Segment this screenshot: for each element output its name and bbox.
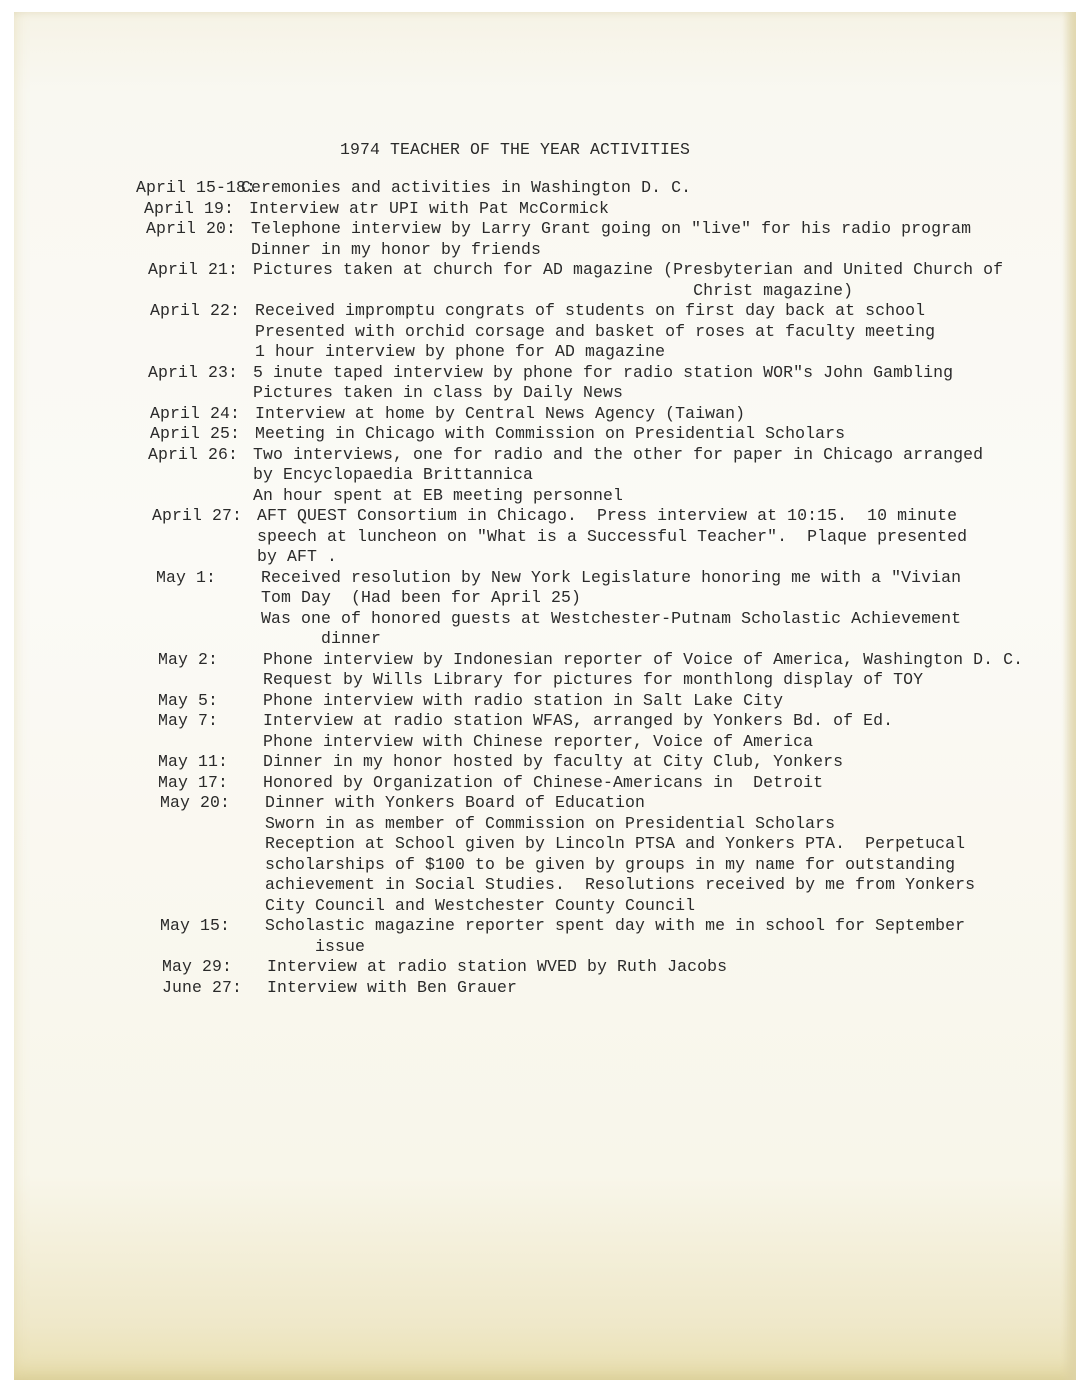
entry-date: April 25: (150, 424, 241, 443)
entry-date: May 5: (158, 690, 219, 710)
entry-line: Phone interview with Chinese reporter, Voice of America (263, 731, 814, 751)
entry-line: Telephone interview by Larry Grant going on "live" for his radio program (251, 219, 972, 238)
activity-entry (148, 260, 1048, 301)
entry-line: AFT QUEST Consortium in Chicago. Press interview at 10:15. 10 minute (257, 506, 958, 525)
entry-line: Reception at School given by Lincoln PTSA and Yonkers PTA. Perpetucal (265, 834, 966, 853)
entry-line: Tom Day (Had been for April 25) (261, 588, 582, 607)
activity-entry (162, 978, 1062, 999)
entry-date: April 20: (146, 219, 237, 238)
entry-date: May 29: (162, 957, 233, 976)
entry-line: Ceremonies and activities in Washington D. C. (241, 178, 692, 197)
entry-line: Two interviews, one for radio and the other for paper in Chicago arranged (253, 444, 984, 464)
entry-description (267, 957, 1062, 978)
entry-date: April 21: (148, 260, 239, 279)
entry-line: Pictures taken in class by Daily News (253, 383, 624, 402)
entry-description (257, 506, 1052, 568)
activity-entry (150, 424, 1050, 445)
entry-date: April 15-18: (136, 178, 257, 197)
entry-date: May 7: (158, 711, 219, 730)
entry-line: Sworn in as member of Commission on Presidential Scholars (265, 813, 836, 833)
entry-description (255, 301, 1050, 363)
entry-date: June 27: (162, 977, 243, 997)
entry-line: City Council and Westchester County Council (265, 895, 696, 915)
entry-description (263, 752, 1058, 773)
entry-line: Request by Wills Library for pictures for monthlong display of TOY (263, 670, 924, 689)
entry-line: Presented with orchid corsage and basket of roses at faculty meeting (255, 321, 936, 341)
entry-line: Christ magazine) (253, 280, 854, 300)
entry-description (253, 260, 1048, 301)
activity-entry (144, 199, 1044, 220)
entry-date: May 15: (160, 916, 231, 935)
entry-line: Pictures taken at church for AD magazine (Presbyterian and United Church of (253, 260, 1004, 279)
activity-entry (150, 301, 1050, 363)
entry-date: May 20: (160, 793, 231, 812)
activity-entry (146, 219, 1046, 260)
entry-description (241, 178, 1036, 199)
paper-edge (1062, 12, 1076, 1380)
activity-list (136, 178, 1036, 998)
activity-entry (150, 404, 1050, 425)
entry-date: April 27: (152, 506, 243, 525)
entry-line: Scholastic magazine reporter spent day with me in school for September (265, 916, 966, 935)
entry-description (261, 568, 1056, 650)
activity-entry (148, 363, 1048, 404)
entry-date: May 17: (158, 772, 229, 792)
activity-entry (158, 691, 1058, 712)
entry-description (267, 978, 1062, 999)
activity-entry (148, 445, 1048, 507)
entry-line: Meeting in Chicago with Commission on Presidential Scholars (255, 424, 846, 443)
entry-line: Honored by Organization of Chinese-Americans in Detroit (263, 772, 824, 792)
entry-line: scholarships of $100 to be given by groups in my name for outstanding (265, 854, 956, 874)
entry-line: by AFT . (257, 547, 338, 566)
entry-line: Interview with Ben Grauer (267, 977, 518, 997)
entry-line: Received resolution by New York Legislature honoring me with a "Vivian (261, 567, 962, 587)
entry-description (265, 793, 1060, 916)
entry-line: Dinner in my honor hosted by faculty at City Club, Yonkers (263, 752, 844, 771)
entry-line: Was one of honored guests at Westchester-Putnam Scholastic Achievement (261, 608, 962, 628)
entry-date: April 24: (150, 403, 241, 423)
entry-description (263, 711, 1058, 752)
entry-line: Dinner with Yonkers Board of Education (265, 793, 646, 812)
document-title: 1974 TEACHER OF THE YEAR ACTIVITIES (340, 140, 691, 159)
entry-description (249, 199, 1044, 220)
entry-line: Dinner in my honor by friends (251, 239, 542, 259)
activity-entry (162, 957, 1062, 978)
entry-line: Interview at home by Central News Agency (Taiwan) (255, 403, 746, 423)
entry-line: by Encyclopaedia Brittannica (253, 465, 534, 484)
entry-line: 5 inute taped interview by phone for radio station WOR"s John Gambling (253, 362, 954, 382)
entry-line: Interview at radio station WFAS, arranged by Yonkers Bd. of Ed. (263, 711, 894, 730)
activity-entry (158, 773, 1058, 794)
activity-entry (158, 650, 1058, 691)
entry-line: Phone interview with radio station in Salt Lake City (263, 690, 784, 710)
entry-line: dinner (261, 629, 382, 648)
entry-description (251, 219, 1046, 260)
document-page (14, 12, 1076, 1380)
entry-date: May 1: (156, 567, 217, 587)
entry-description (253, 445, 1048, 507)
entry-date: May 11: (158, 752, 229, 771)
activity-entry (158, 711, 1058, 752)
activity-entry (136, 178, 1036, 199)
entry-line: An hour spent at EB meeting personnel (253, 485, 624, 505)
entry-description (253, 363, 1048, 404)
entry-line: issue (265, 936, 366, 956)
entry-description (255, 424, 1050, 445)
entry-date: April 23: (148, 362, 239, 382)
entry-line: Interview at radio station WVED by Ruth Jacobs (267, 957, 728, 976)
entry-date: April 22: (150, 301, 241, 320)
entry-line: Received impromptu congrats of students on first day back at school (255, 301, 926, 320)
activity-entry (152, 506, 1052, 568)
entry-line: 1 hour interview by phone for AD magazine (255, 342, 666, 361)
entry-line: Interview atr UPI with Pat McCormick (249, 198, 610, 218)
entry-date: April 19: (144, 198, 235, 218)
activity-entry (158, 752, 1058, 773)
entry-line: speech at luncheon on "What is a Successful Teacher". Plaque presented (257, 526, 968, 546)
entry-line: achievement in Social Studies. Resolutions received by me from Yonkers (265, 875, 976, 894)
activity-entry (156, 568, 1056, 650)
entry-description (265, 916, 1060, 957)
entry-description (263, 691, 1058, 712)
activity-entry (160, 916, 1060, 957)
entry-date: April 26: (148, 444, 239, 464)
entry-description (263, 650, 1058, 691)
activity-entry (160, 793, 1060, 916)
entry-description (263, 773, 1058, 794)
entry-date: May 2: (158, 649, 219, 669)
entry-line: Phone interview by Indonesian reporter of Voice of America, Washington D. C. (263, 649, 1024, 669)
entry-description (255, 404, 1050, 425)
